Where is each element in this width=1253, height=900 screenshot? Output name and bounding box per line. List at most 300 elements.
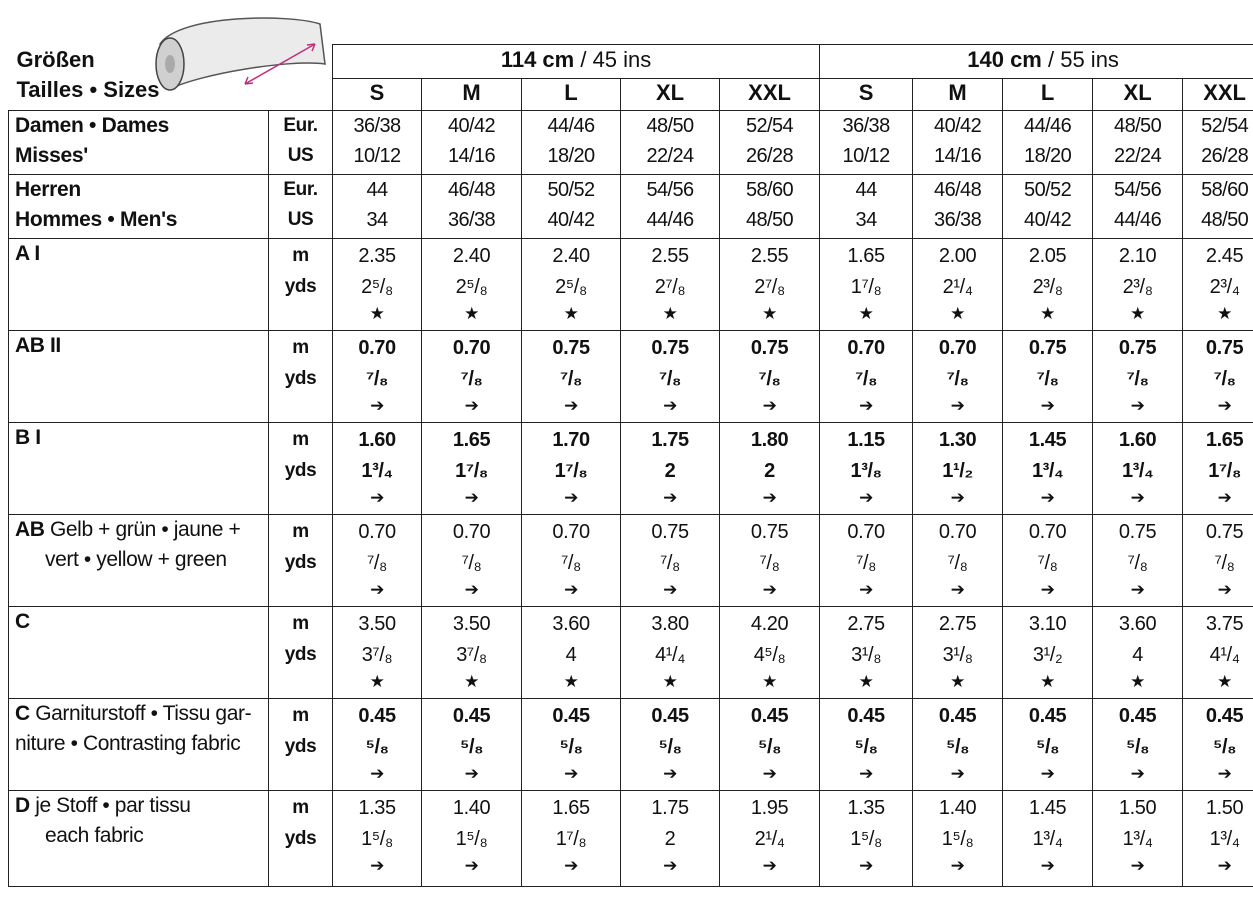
fabric-row-units [269,607,333,699]
yardage-cell [621,239,720,331]
yards-value: 1³/₄ [1031,460,1064,482]
yards-value: ⁷/₈ [855,368,878,390]
arrow-right-icon: ➔ [464,580,479,599]
meters-value: 2.55 [651,245,689,267]
yards-value: 2⁷/₈ [754,276,785,298]
yardage-cell [333,607,422,699]
fabric-row-units [269,699,333,791]
us-size: 26/28 [746,145,794,167]
size-row-label [9,111,269,175]
eur-size: 36/38 [353,115,401,137]
yardage-cell [820,331,913,423]
yardage-table [8,44,1253,887]
meters-value: 0.75 [1028,337,1067,359]
yards-value: 2 [764,460,775,482]
fabric-label-code: AB II [15,334,61,357]
yardage-cell [720,607,820,699]
yardage-cell [621,607,720,699]
star-icon: ★ [1217,304,1233,323]
us-size: 36/38 [447,209,496,231]
arrow-right-icon: ➔ [564,396,578,415]
yardage-cell [720,239,820,331]
yards-value: 2⁵/₈ [555,276,587,298]
unit-yds: yds [284,736,317,757]
yardage-cell [422,791,522,887]
arrow-right-icon: ➔ [1040,396,1055,415]
arrow-right-icon: ➔ [1130,580,1145,599]
eur-size: 36/38 [842,115,890,137]
yardage-cell [913,515,1003,607]
meters-value: 0.75 [651,521,689,543]
arrow-right-icon: ➔ [950,856,965,875]
fabric-row-units [269,331,333,423]
arrow-right-icon: ➔ [762,856,777,875]
star-icon: ★ [662,304,678,323]
star-icon: ★ [662,672,678,691]
yards-value: 2³/₈ [1032,276,1063,298]
meters-value: 0.70 [552,521,590,543]
fabric-row-units [269,423,333,515]
arrow-right-icon: ➔ [859,580,873,599]
yardage-cell [1003,699,1093,791]
size-letter-xl: XL [1093,79,1183,111]
fabric-label-line2: niture • Contrasting fabric [15,732,241,755]
meters-value: 1.15 [847,429,885,451]
us-size: 40/42 [1024,209,1072,231]
meters-value: 1.65 [847,245,885,267]
yardage-cell [422,239,522,331]
meters-value: 2.35 [358,245,396,267]
yardage-cell [720,791,820,887]
arrow-right-icon: ➔ [1217,580,1232,599]
fabric-label-desc: Garniturstoff • Tissu gar- [29,702,252,725]
size-cell [820,175,913,239]
us-size: 36/38 [934,209,982,231]
unit-m: m [292,705,309,726]
yards-value: ⁵/₈ [946,736,970,758]
fabric-label-line1 [9,791,268,821]
meters-value: 1.50 [1205,797,1244,819]
fabric-row-c [9,607,1253,699]
fabric-row-label [9,331,269,423]
meters-value: 1.75 [651,797,689,819]
yards-value: 1¹/₂ [942,460,973,482]
yards-value: ⁷/₈ [758,368,781,390]
fabric-label-line1 [9,607,268,637]
eur-size: 58/60 [746,179,794,201]
yardage-cell [422,699,522,791]
arrow-right-icon: ➔ [859,488,873,507]
us-size: 48/50 [1201,209,1249,231]
yardage-cell [820,515,913,607]
yardage-cell [333,239,422,331]
meters-value: 3.60 [552,613,590,635]
fabric-label-desc: je Stoff • par tissu [29,794,191,817]
meters-value: 2.00 [938,245,977,267]
meters-value: 3.75 [1205,613,1244,635]
arrow-right-icon: ➔ [762,580,777,599]
eur-size: 46/48 [447,179,496,201]
yards-value: 2⁷/₈ [654,276,686,298]
meters-value: 0.45 [651,705,689,727]
size-row-label-line2: Hommes • Men's [15,208,178,231]
fabric-row-units [269,239,333,331]
fabric-row-label [9,791,269,887]
yardage-cell [1183,791,1253,887]
arrow-right-icon: ➔ [564,580,578,599]
arrow-right-icon: ➔ [762,764,777,783]
size-cell [1093,175,1183,239]
yards-value: 1⁷/₈ [455,460,488,482]
eur-size: 52/54 [1201,115,1249,137]
fabric-label-code: C [15,610,30,633]
meters-value: 1.30 [938,429,977,451]
unit-eur: Eur. [283,179,318,200]
yardage-cell [1183,423,1253,515]
meters-value: 1.40 [938,797,977,819]
arrow-right-icon: ➔ [564,856,578,875]
fabric-row-ab2 [9,331,1253,423]
yardage-cell [913,423,1003,515]
fabric-label-code: C [15,702,30,725]
yards-value: ⁵/₈ [1213,736,1237,758]
eur-size: 40/42 [447,115,496,137]
fabric-row-label [9,423,269,515]
yardage-cell [422,423,522,515]
yardage-cell [621,791,720,887]
size-cell [1183,175,1253,239]
arrow-right-icon: ➔ [1217,764,1232,783]
yardage-cell [522,423,621,515]
us-size: 22/24 [1114,145,1162,167]
yards-value: ⁷/₈ [1036,368,1059,390]
us-size: 14/16 [934,145,982,167]
arrow-right-icon: ➔ [464,856,479,875]
yards-value: 3¹/₈ [851,644,882,666]
yards-value: ⁷/₈ [659,368,681,390]
yardage-cell [1003,331,1093,423]
yards-value: 2 [664,828,676,850]
fabric-row-a1 [9,239,1253,331]
fabric-label-line2: vert • yellow + green [45,548,227,571]
eur-size: 46/48 [934,179,982,201]
star-icon: ★ [858,304,874,323]
fabric-label-code: B I [15,426,41,449]
meters-value: 0.70 [358,337,396,359]
meters-value: 3.60 [1118,613,1157,635]
yards-value: ⁷/₈ [367,552,387,574]
arrow-right-icon: ➔ [1130,488,1145,507]
meters-value: 1.65 [552,797,590,819]
arrow-right-icon: ➔ [1217,488,1232,507]
yardage-cell [1093,239,1183,331]
meters-value: 0.45 [1028,705,1067,727]
yards-value: 3⁷/₈ [456,644,487,666]
arrow-right-icon: ➔ [663,764,677,783]
yards-value: 2³/₈ [1122,276,1153,298]
size-letter-l: L [1003,79,1093,111]
yards-value: ⁷/₈ [947,552,968,574]
sizes-heading-cell [9,45,333,111]
star-icon: ★ [563,672,579,691]
arrow-right-icon: ➔ [663,488,677,507]
yardage-cell [522,607,621,699]
eur-size: 58/60 [1201,179,1249,201]
fabric-row-ab_color [9,515,1253,607]
eur-size: 44/46 [547,115,595,137]
meters-value: 1.75 [651,429,689,451]
arrow-right-icon: ➔ [564,764,578,783]
yards-value: 2¹/₄ [942,276,973,298]
meters-value: 0.45 [847,705,885,727]
yardage-cell [1093,791,1183,887]
star-icon: ★ [1217,672,1233,691]
arrow-right-icon: ➔ [370,396,384,415]
yardage-cell [820,239,913,331]
yardage-cell [1183,239,1253,331]
arrow-right-icon: ➔ [370,764,384,783]
yardage-cell [1183,515,1253,607]
meters-value: 0.75 [1205,521,1244,543]
fabric-label-line1 [9,331,268,361]
arrow-right-icon: ➔ [663,396,677,415]
eur-size: 44 [855,179,877,201]
yardage-cell [913,331,1003,423]
yards-value: ⁵/₈ [459,736,484,758]
yardage-cell [1003,607,1093,699]
size-letter-m: M [422,79,522,111]
yardage-cell [1003,423,1093,515]
size-letter-m: M [913,79,1003,111]
unit-m: m [292,797,309,818]
arrow-right-icon: ➔ [762,488,777,507]
us-size: 18/20 [1024,145,1072,167]
arrow-right-icon: ➔ [950,396,965,415]
unit-m: m [292,521,309,542]
meters-value: 0.70 [358,521,396,543]
arrow-right-icon: ➔ [859,396,873,415]
star-icon: ★ [950,304,965,323]
yards-value: ⁵/₈ [559,736,583,758]
eur-size: 44/46 [1024,115,1072,137]
yards-value: 4¹/₄ [1209,644,1240,666]
width-140-header: 140 cm / 55 ins [820,45,1253,79]
yards-value: ⁷/₈ [560,368,582,390]
yardage-cell [720,331,820,423]
yards-value: 3⁷/₈ [361,644,393,666]
size-letter-xxl: XXL [720,79,820,111]
yards-value: ⁷/₈ [561,552,581,574]
yardage-cell [621,515,720,607]
yardage-cell [621,331,720,423]
yardage-cell [333,515,422,607]
size-cell [621,111,720,175]
yards-value: 2⁵/₈ [361,276,393,298]
meters-value: 0.70 [452,337,491,359]
yardage-cell [422,515,522,607]
size-row-label [9,175,269,239]
arrow-right-icon: ➔ [1217,396,1232,415]
meters-value: 0.45 [1205,705,1244,727]
yards-value: ⁷/₈ [759,552,780,574]
fabric-row-label [9,699,269,791]
size-cell [720,111,820,175]
yardage-cell [820,699,913,791]
yards-value: 1⁷/₈ [1208,460,1241,482]
yards-value: ⁷/₈ [660,552,680,574]
meters-value: 0.70 [452,521,491,543]
arrow-right-icon: ➔ [1130,396,1145,415]
size-row-label-line1: Damen • Dames [15,114,170,137]
yardage-cell [820,607,913,699]
us-size: 10/12 [353,145,401,167]
us-size: 10/12 [842,145,890,167]
fabric-row-b1 [9,423,1253,515]
arrow-right-icon: ➔ [1040,488,1055,507]
arrow-right-icon: ➔ [464,488,479,507]
yardage-cell [1183,331,1253,423]
meters-value: 2.55 [750,245,789,267]
yards-value: 4 [1132,644,1143,666]
star-icon: ★ [1130,672,1145,691]
size-cell [522,111,621,175]
unit-yds: yds [284,828,317,849]
yardage-cell [422,331,522,423]
yardage-cell [422,607,522,699]
meters-value: 0.75 [1205,337,1244,359]
eur-size: 54/56 [646,179,694,201]
yards-value: ⁷/₈ [1037,552,1058,574]
meters-value: 0.75 [651,337,689,359]
unit-m: m [292,429,309,450]
size-row-herren [9,175,1253,239]
yardage-cell [1093,331,1183,423]
size-cell [820,111,913,175]
meters-value: 3.50 [358,613,396,635]
yards-value: 1⁷/₈ [554,460,588,482]
yardage-cell [720,699,820,791]
arrow-right-icon: ➔ [663,580,677,599]
size-letter-l: L [522,79,621,111]
fabric-row-label [9,515,269,607]
yardage-cell [1093,607,1183,699]
meters-value: 0.75 [552,337,590,359]
arrow-right-icon: ➔ [564,488,578,507]
meters-value: 0.70 [847,337,885,359]
yardage-cell [522,515,621,607]
unit-yds: yds [284,552,317,573]
yardage-cell [1093,515,1183,607]
meters-value: 0.45 [750,705,789,727]
yards-value: 1³/₄ [1122,828,1153,850]
eur-size: 40/42 [934,115,982,137]
meters-value: 3.50 [452,613,491,635]
meters-value: 1.45 [1028,429,1067,451]
meters-value: 3.80 [651,613,689,635]
arrow-right-icon: ➔ [859,856,873,875]
meters-value: 0.45 [358,705,396,727]
size-row-units [269,175,333,239]
fabric-label-line1 [9,699,268,729]
arrow-right-icon: ➔ [762,396,777,415]
star-icon: ★ [464,304,479,323]
size-cell [1093,111,1183,175]
meters-value: 0.70 [1028,521,1067,543]
us-size: 22/24 [646,145,694,167]
meters-value: 2.05 [1028,245,1067,267]
eur-size: 50/52 [1024,179,1072,201]
meters-value: 2.75 [847,613,885,635]
arrow-right-icon: ➔ [1130,764,1145,783]
yards-value: 2 [664,460,676,482]
yards-value: ⁷/₈ [1126,368,1149,390]
yards-value: 1⁷/₈ [555,828,587,850]
size-row-label-line1: Herren [15,178,81,201]
meters-value: 1.70 [552,429,590,451]
sizes-label-fr-en: Tailles • Sizes [16,76,160,102]
yardage-cell [720,423,820,515]
unit-m: m [292,613,309,634]
yardage-cell [820,423,913,515]
star-icon: ★ [762,672,777,691]
star-icon: ★ [858,672,874,691]
yards-value: ⁷/₈ [1213,368,1236,390]
fabric-label-line1 [9,239,268,269]
eur-size: 50/52 [547,179,595,201]
us-size: 44/46 [1114,209,1162,231]
meters-value: 3.10 [1028,613,1067,635]
meters-value: 2.75 [938,613,977,635]
meters-value: 1.95 [750,797,789,819]
yards-value: 4¹/₄ [655,644,685,666]
arrow-right-icon: ➔ [370,856,384,875]
unit-us: US [287,145,314,166]
width-header-row [9,45,1253,79]
star-icon: ★ [1130,304,1145,323]
yards-value: 3¹/₂ [1032,644,1063,666]
meters-value: 0.70 [938,521,977,543]
meters-value: 2.40 [552,245,590,267]
arrow-right-icon: ➔ [1040,856,1055,875]
fabric-label-desc: Gelb + grün • jaune + [44,518,241,541]
us-size: 26/28 [1201,145,1249,167]
meters-value: 1.65 [1205,429,1244,451]
yards-value: 1⁵/₈ [850,828,882,850]
yards-value: 1⁵/₈ [941,828,974,850]
meters-value: 2.10 [1118,245,1157,267]
yardage-cell [1003,515,1093,607]
yards-value: 1³/₄ [1032,828,1063,850]
unit-yds: yds [284,460,317,481]
size-cell [1003,175,1093,239]
meters-value: 1.60 [358,429,396,451]
yardage-cell [1183,699,1253,791]
size-letter-s: S [820,79,913,111]
meters-value: 1.80 [750,429,789,451]
size-cell [1003,111,1093,175]
yards-value: 4 [565,644,577,666]
size-row-units [269,111,333,175]
unit-yds: yds [284,644,317,665]
star-icon: ★ [369,672,385,691]
meters-value: 0.75 [750,337,789,359]
fabric-row-d [9,791,1253,887]
yards-value: ⁷/₈ [946,368,969,390]
meters-value: 0.45 [452,705,491,727]
meters-value: 0.75 [1118,337,1157,359]
yards-value: ⁵/₈ [658,736,682,758]
us-size: 34 [855,209,877,231]
